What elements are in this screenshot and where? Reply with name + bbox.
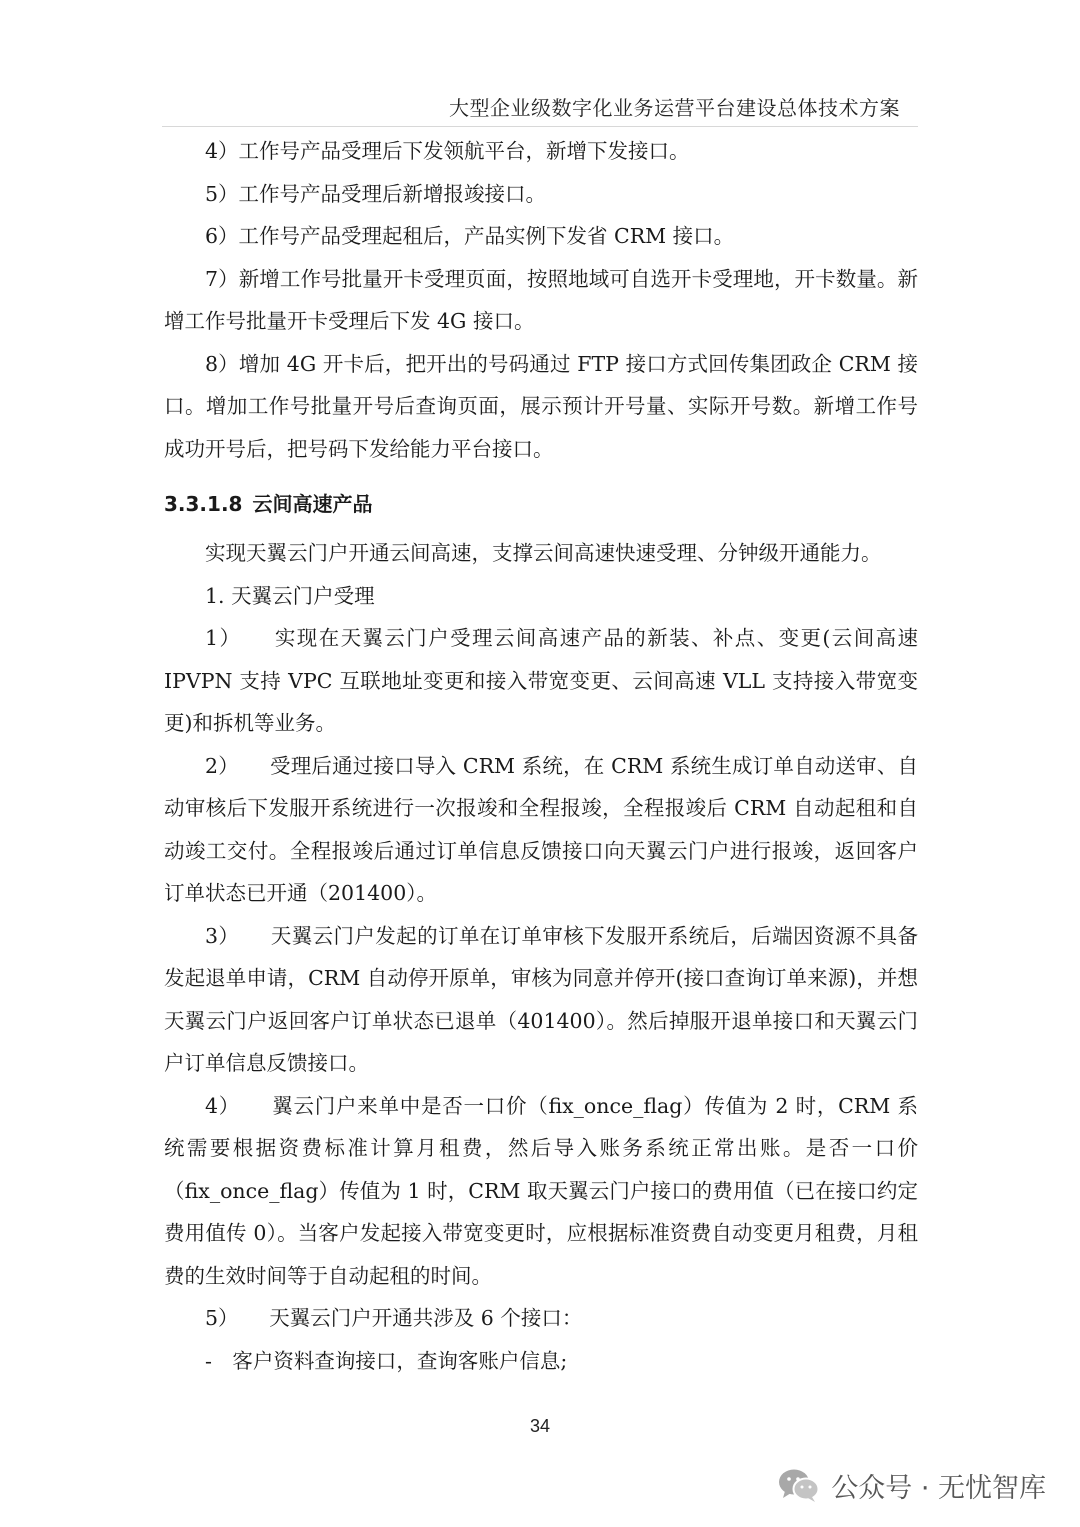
paragraph: 4）工作号产品受理后下发领航平台，新增下发接口。: [205, 139, 690, 163]
section-title: 云间高速产品: [252, 492, 373, 516]
section-number: 3.3.1.8: [164, 492, 243, 516]
list-item: - 客户资料查询接口，查询客账户信息;: [205, 1348, 568, 1373]
watermark: [777, 1462, 1046, 1508]
paragraph: 6）工作号产品受理起租后，产品实例下发省 CRM 接口。: [205, 224, 735, 248]
list-heading: 1. 天翼云门户受理: [205, 583, 375, 608]
paragraph: 2） 受理后通过接口导入 CRM 系统，在 CRM 系统生成订单自动送审、自动审核后下发服开系统进行一次报竣和全程报竣，全程报竣后 CRM 自动起租和自动竣工交付。全程报竣后通过订单信息反馈接口向天翼云门户进行报竣，返回客户订单状态已开通（201400）。: [164, 753, 918, 905]
section-heading: [164, 484, 918, 524]
paragraph: 1） 实现在天翼云门户受理云间高速产品的新装、补点、变更(云间高速 IPVPN 支持 VPC 互联地址变更和接入带宽变更、云间高速 VLL 支持接入带宽变更)和拆机等业务。: [164, 626, 918, 735]
wechat-icon: [777, 1467, 821, 1503]
paragraph: 7）新增工作号批量开卡受理页面，按照地域可自选开卡受理地，开卡数量。新增工作号批量开卡受理后下发 4G 接口。: [164, 266, 918, 333]
paragraph: 实现天翼云门户开通云间高速，支撑云间高速快速受理、分钟级开通能力。: [205, 541, 882, 565]
header-divider: [162, 126, 918, 127]
paragraph: 3） 天翼云门户发起的订单在订单审核下发服开系统后，后端因资源不具备发起退单申请，CRM 自动停开原单，审核为同意并停开(接口查询订单来源)，并想天翼云门户返回客户订单状态已退单（401400）。然后掉服开退单接口和天翼云门户订单信息反馈接口。: [164, 923, 918, 1075]
paragraph: 4） 翼云门户来单中是否一口价（fix_once_flag）传值为 2 时，CRM 系统需要根据资费标准计算月租费，然后导入账务系统正常出账。是否一口价（fix_once_flag）传值为 1 时，CRM 取天翼云门户接口的费用值（已在接口约定费用值传 0）。当客户发起接入带宽变更时，应根据标准资费自动变更月租费，月租费的生效时间等于自动起租的时间。: [164, 1093, 918, 1288]
paragraph: 5） 天翼云门户开通共涉及 6 个接口：: [205, 1306, 583, 1330]
watermark-text: 公众号 · 无忧智库: [831, 1472, 1046, 1504]
paragraph: 5）工作号产品受理后新增报竣接口。: [205, 181, 547, 206]
paragraph: 8）增加 4G 开卡后，把开出的号码通过 FTP 接口方式回传集团政企 CRM 接口。增加工作号批量开号后查询页面，展示预计开号量、实际开号数。新增工作号成功开号后，把号码下发给能力平台接口。: [164, 351, 918, 461]
page-number: 34: [529, 1416, 551, 1436]
document-body: [164, 130, 918, 1382]
page-header: 大型企业级数字化业务运营平台建设总体技术方案: [449, 96, 900, 120]
